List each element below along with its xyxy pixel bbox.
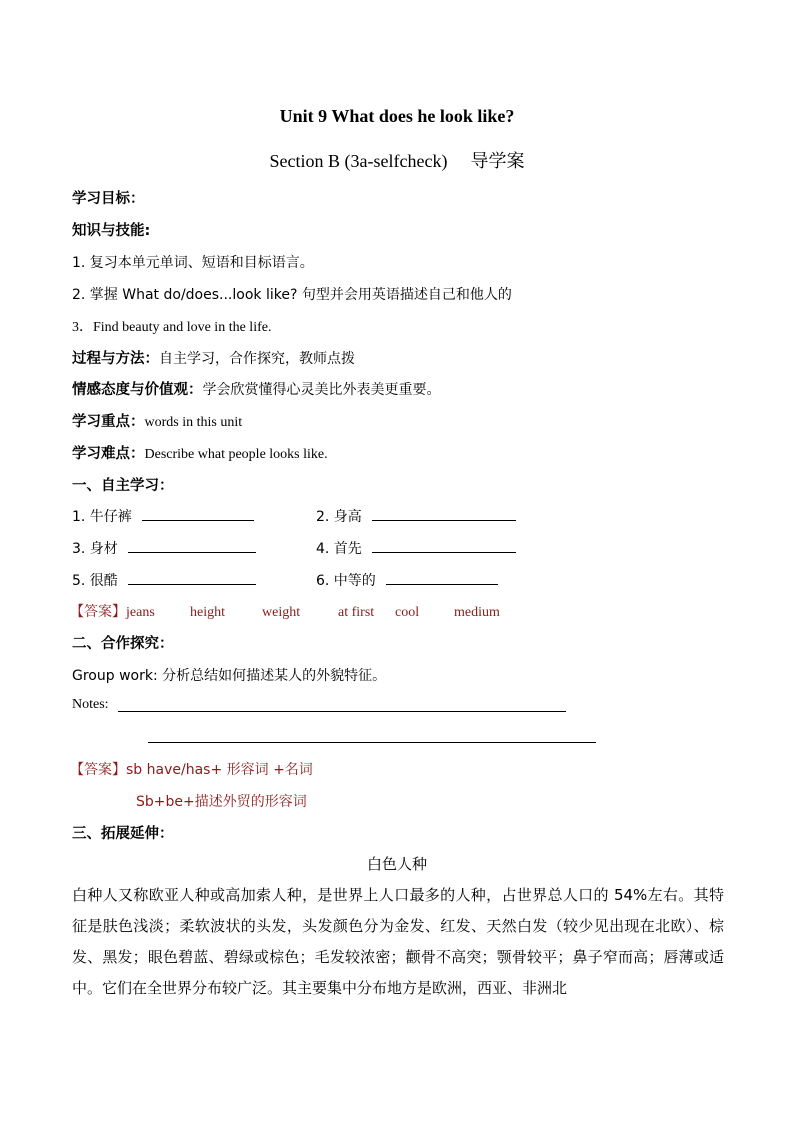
section2-answer-line1 bbox=[70, 759, 313, 779]
vocab-prompt: 5. 很酷 bbox=[72, 573, 118, 589]
section3-paragraph: 白种人又称欧亚人种或高加索人种，是世界上人口最多的人种，占世界总人口的 54%左右。其特征是肤色浅淡；柔软波状的头发，头发颜色分为金发、红发、天然白发（较少见出现在北欧）、棕发、黑发；眼色碧蓝、碧绿或棕色；毛发较浓密；颧骨不高突；颚骨较平；鼻子窄而高；唇薄或适中。它们在全世界分布较广泛。其主要集中分布地方是欧洲，西亚、非洲北 bbox=[72, 886, 724, 997]
answer-blank[interactable] bbox=[372, 507, 516, 521]
vocab-item-6 bbox=[316, 570, 498, 590]
section2-heading: 二、合作探究： bbox=[72, 636, 174, 652]
difficulty-line bbox=[72, 442, 328, 463]
answer-text: sb have/has+ 形容词 +名词 bbox=[126, 762, 313, 778]
subtitle-guide: 导学案 bbox=[470, 151, 525, 172]
process-line bbox=[72, 347, 355, 368]
process-label: 过程与方法： bbox=[72, 351, 159, 367]
answer-blank[interactable] bbox=[372, 539, 516, 553]
vocab-prompt: 4. 首先 bbox=[316, 541, 362, 557]
section3-heading: 三、拓展延伸： bbox=[72, 826, 174, 842]
values-line bbox=[72, 378, 441, 399]
key-points-line bbox=[72, 410, 242, 431]
skills-heading: 知识与技能: bbox=[72, 223, 151, 239]
answer-word: at first bbox=[338, 605, 375, 620]
section1-heading: 一、自主学习： bbox=[72, 478, 174, 494]
objective-item-1: 1. 复习本单元单词、短语和目标语言。 bbox=[72, 255, 314, 271]
key-points-label: 学习重点： bbox=[72, 414, 145, 430]
vocab-item-3 bbox=[72, 538, 256, 558]
vocab-item-4 bbox=[316, 538, 516, 558]
objective-item-3: 3．Find beauty and love in the life. bbox=[72, 320, 272, 335]
notes-label: Notes: bbox=[72, 697, 109, 712]
answer-word: medium bbox=[454, 605, 500, 620]
vocab-prompt: 2. 身高 bbox=[316, 509, 362, 525]
answer-word: height bbox=[190, 605, 225, 620]
notes-line[interactable] bbox=[148, 742, 596, 743]
section3-subheading: 白色人种 bbox=[366, 855, 427, 873]
answer-blank[interactable] bbox=[142, 507, 254, 521]
section2-answer-line2: Sb+be+描述外贸的形容词 bbox=[136, 794, 307, 810]
answer-word: jeans bbox=[126, 605, 155, 620]
answer-word: cool bbox=[395, 605, 420, 620]
objectives-heading: 学习目标： bbox=[72, 191, 145, 207]
vocab-prompt: 1. 牛仔裤 bbox=[72, 509, 132, 525]
notes-line[interactable] bbox=[118, 711, 566, 712]
answer-blank[interactable] bbox=[128, 571, 256, 585]
answer-word: weight bbox=[262, 605, 301, 620]
page-subtitle bbox=[0, 147, 794, 173]
section1-answer bbox=[70, 601, 500, 621]
difficulty-label: 学习难点： bbox=[72, 446, 145, 462]
answer-label: 【答案】 bbox=[70, 604, 126, 620]
page-title: Unit 9 What does he look like? bbox=[279, 106, 515, 126]
answer-blank[interactable] bbox=[386, 571, 498, 585]
objective-item-2: 2. 掌握 What do/does...look like? 句型并会用英语描述自己和他人的 bbox=[72, 287, 512, 303]
vocab-prompt: 6. 中等的 bbox=[316, 573, 376, 589]
answer-blank[interactable] bbox=[128, 539, 256, 553]
vocab-item-5 bbox=[72, 570, 256, 590]
vocab-prompt: 3. 身材 bbox=[72, 541, 118, 557]
vocab-item-2 bbox=[316, 506, 516, 526]
answer-label: 【答案】 bbox=[70, 762, 126, 778]
process-text: 自主学习，合作探究，教师点拨 bbox=[159, 351, 355, 367]
subtitle-section: Section B (3a-selfcheck) bbox=[269, 151, 448, 171]
vocab-item-1 bbox=[72, 506, 254, 526]
values-label: 情感态度与价值观： bbox=[72, 382, 203, 398]
values-text: 学会欣赏懂得心灵美比外表美更重要。 bbox=[202, 382, 441, 398]
difficulty-text: Describe what people looks like. bbox=[144, 447, 328, 462]
key-points-text: words in this unit bbox=[144, 415, 243, 430]
group-work-text: Group work: 分析总结如何描述某人的外貌特征。 bbox=[72, 668, 387, 684]
